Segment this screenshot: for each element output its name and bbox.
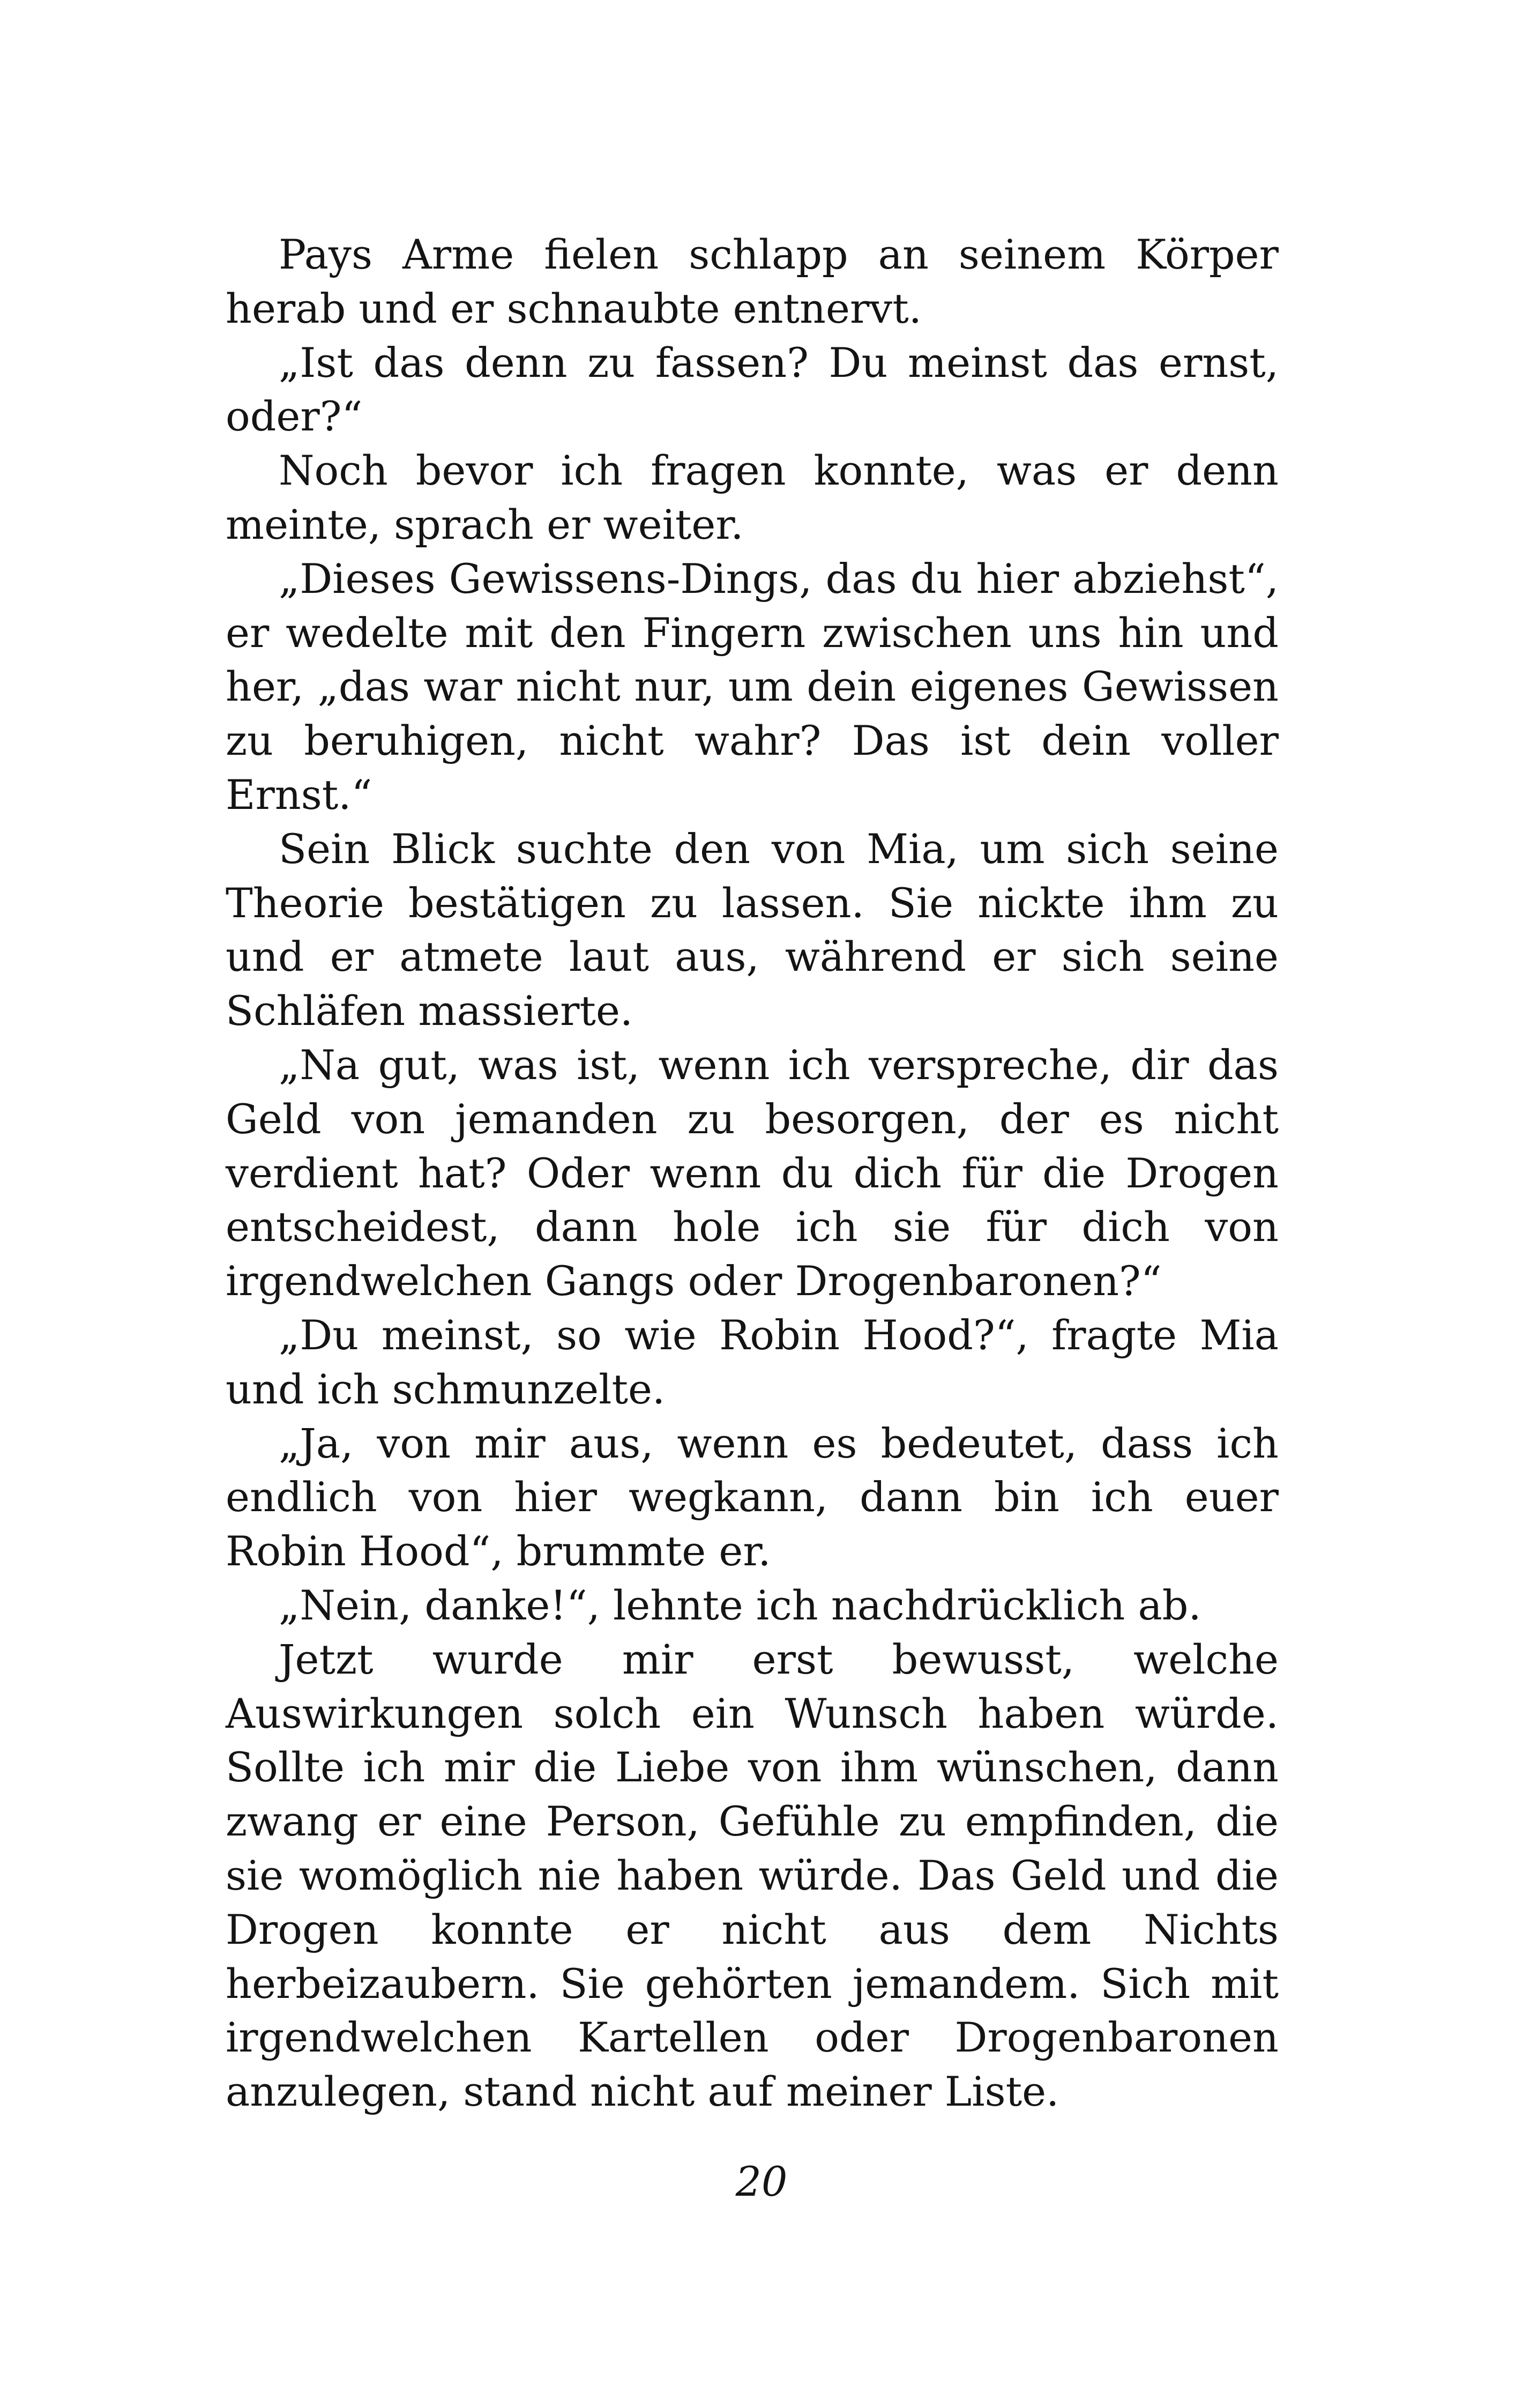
paragraph: „Na gut, was ist, wenn ich verspreche, dir das Geld von jemanden zu besorgen, der es nicht verdient hat? Oder wenn du dich für die Drogen entscheidest, dann hole ich sie für dich von irgendwelchen Gangs oder Drogenbaronen?“: [226, 1041, 1279, 1305]
paragraph: Jetzt wurde mir erst bewusst, welche Auswirkungen solch ein Wunsch haben würde. Sollte ich mir die Liebe von ihm wünschen, dann zwang er eine Person, Gefühle zu empfinden, die sie womöglich nie haben würde. Das Geld und die Drogen konnte er nicht aus dem Nichts herbeizaubern. Sie gehörten jemandem. Sich mit irgendwelchen Kartellen oder Drogenbaronen anzulegen, stand nicht auf meiner Liste.: [226, 1635, 1279, 2116]
paragraph: „Du meinst, so wie Robin Hood?“, fragte Mia und ich schmunzelte.: [226, 1311, 1279, 1413]
body-text: [226, 228, 1279, 2119]
paragraph: „Ja, von mir aus, wenn es bedeutet, dass ich endlich von hier wegkann, dann bin ich euer Robin Hood“, brummte er.: [226, 1419, 1279, 1575]
paragraph: „Dieses Gewissens-Dings, das du hier abziehst“, er wedelte mit den Fingern zwischen uns hin und her, „das war nicht nur, um dein eigenes Gewissen zu beruhigen, nicht wahr? Das ist dein voller Ernst.“: [226, 554, 1279, 819]
paragraph: Pays Arme fielen schlapp an seinem Körper herab und er schnaubte entnervt.: [226, 231, 1279, 332]
page-number: 20: [735, 2158, 788, 2205]
paragraph: Sein Blick suchte den von Mia, um sich seine Theorie bestätigen zu lassen. Sie nickte ihm zu und er atmete laut aus, während er sich seine Schläfen massierte.: [226, 824, 1279, 1035]
paragraph: „Nein, danke!“, lehnte ich nachdrücklich ab.: [279, 1581, 1201, 1629]
paragraph: Noch bevor ich fragen konnte, was er denn meinte, sprach er weiter.: [226, 447, 1279, 548]
paragraph: „Ist das denn zu fassen? Du meinst das ernst, oder?“: [226, 338, 1279, 441]
